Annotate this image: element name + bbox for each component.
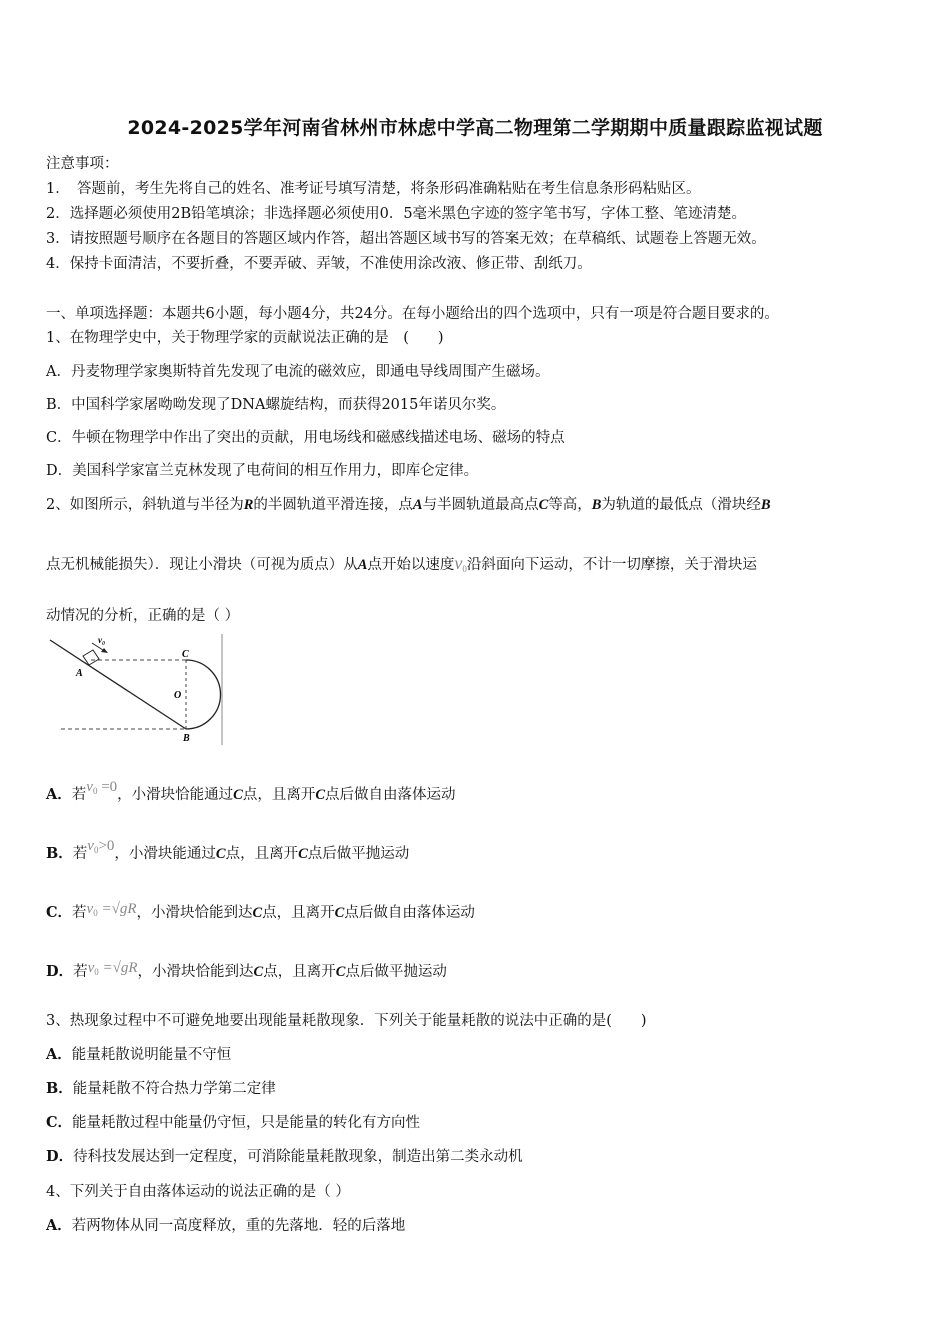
label-B: B <box>183 733 190 744</box>
q2-option-a: A．若$v_0 =0$，小滑块恰能通过C点，且离开C点后做自由落体运动 <box>46 779 456 803</box>
notice-heading: 注意事项： <box>46 156 119 172</box>
q2-stem-line3: 动情况的分析，正确的是（ ） <box>46 608 240 624</box>
q3-option-a: A．能量耗散说明能量不守恒 <box>46 1046 232 1063</box>
q2-stem-line2: 点无机械能损失）．现让小滑块（可视为质点）从A点开始以速度$v_0$沿斜面向下运动，不计一切摩擦，关于滑块运 <box>46 553 757 574</box>
q2-option-d: D．若$v_0 =√gR$，小滑块恰能到达C点，且离开C点后做平抛运动 <box>46 960 447 980</box>
label-C: C <box>182 649 189 660</box>
q2-option-c: C．若$v_0 =√gR$，小滑块恰能到达C点，且离开C点后做自由落体运动 <box>46 901 475 921</box>
label-A: A <box>76 668 83 679</box>
notice-item: 4．保持卡面清洁，不要折叠，不要弄破、弄皱，不准使用涂改液、修正带、刮纸刀。 <box>46 256 592 272</box>
q4-stem: 4、下列关于自由落体运动的说法正确的是（ ） <box>46 1184 350 1200</box>
velocity-arrow-icon <box>101 648 108 653</box>
q1-option-a: A．丹麦物理学家奥斯特首先发现了电流的磁效应，即通电导线周围产生磁场。 <box>46 364 550 380</box>
q2-figure <box>46 632 236 747</box>
q2-option-b: B．若$v_0>0$，小滑块能通过C点，且离开C点后做平抛运动 <box>46 838 410 862</box>
q3-option-b: B．能量耗散不符合热力学第二定律 <box>46 1080 276 1097</box>
q3-option-d: D．待科技发展达到一定程度，可消除能量耗散现象，制造出第二类永动机 <box>46 1148 523 1165</box>
q4-option-a: A．若两物体从同一高度释放，重的先落地．轻的后落地 <box>46 1217 406 1234</box>
q3-option-c: C．能量耗散过程中能量仍守恒，只是能量的转化有方向性 <box>46 1114 421 1131</box>
incline-track <box>50 640 186 729</box>
q2-stem-line1: 2、如图所示，斜轨道与半径为R的半圆轨道平滑连接，点A与半圆轨道最高点C等高，B为轨道的最低点（滑块经B <box>46 497 771 513</box>
notice-item: 3．请按照题号顺序在各题目的答题区域内作答，超出答题区域书写的答案无效；在草稿纸、试题卷上答题无效。 <box>46 231 766 247</box>
label-v0: v₀ <box>98 635 106 645</box>
semicircle-track <box>186 660 221 729</box>
section-heading: 一、单项选择题：本题共6小题，每小题4分，共24分。在每小题给出的四个选项中，只有一项是符合题目要求的。 <box>46 306 779 322</box>
q1-stem: 1、在物理学史中，关于物理学家的贡献说法正确的是 ( ) <box>46 330 444 346</box>
q1-option-b: B．中国科学家屠呦呦发现了DNA螺旋结构，而获得2015年诺贝尔奖。 <box>46 397 506 413</box>
notice-item: 1． 答题前，考生先将自己的姓名、准考证号填写清楚，将条形码准确粘贴在考生信息条形码粘贴区。 <box>46 181 701 197</box>
q1-option-d: D．美国科学家富兰克林发现了电荷间的相互作用力，即库仑定律。 <box>46 463 479 479</box>
label-O: O <box>174 690 182 701</box>
page-title: 2024-2025学年河南省林州市林虑中学高二物理第二学期期中质量跟踪监视试题 <box>127 117 823 139</box>
q3-stem: 3、热现象过程中不可避免地要出现能量耗散现象．下列关于能量耗散的说法中正确的是( ) <box>46 1013 647 1029</box>
notice-item: 2．选择题必须使用2B铅笔填涂；非选择题必须使用0．5毫米黑色字迹的签字笔书写，字体工整、笔迹清楚。 <box>46 206 747 222</box>
q1-option-c: C．牛顿在物理学中作出了突出的贡献，用电场线和磁感线描述电场、磁场的特点 <box>46 430 565 446</box>
